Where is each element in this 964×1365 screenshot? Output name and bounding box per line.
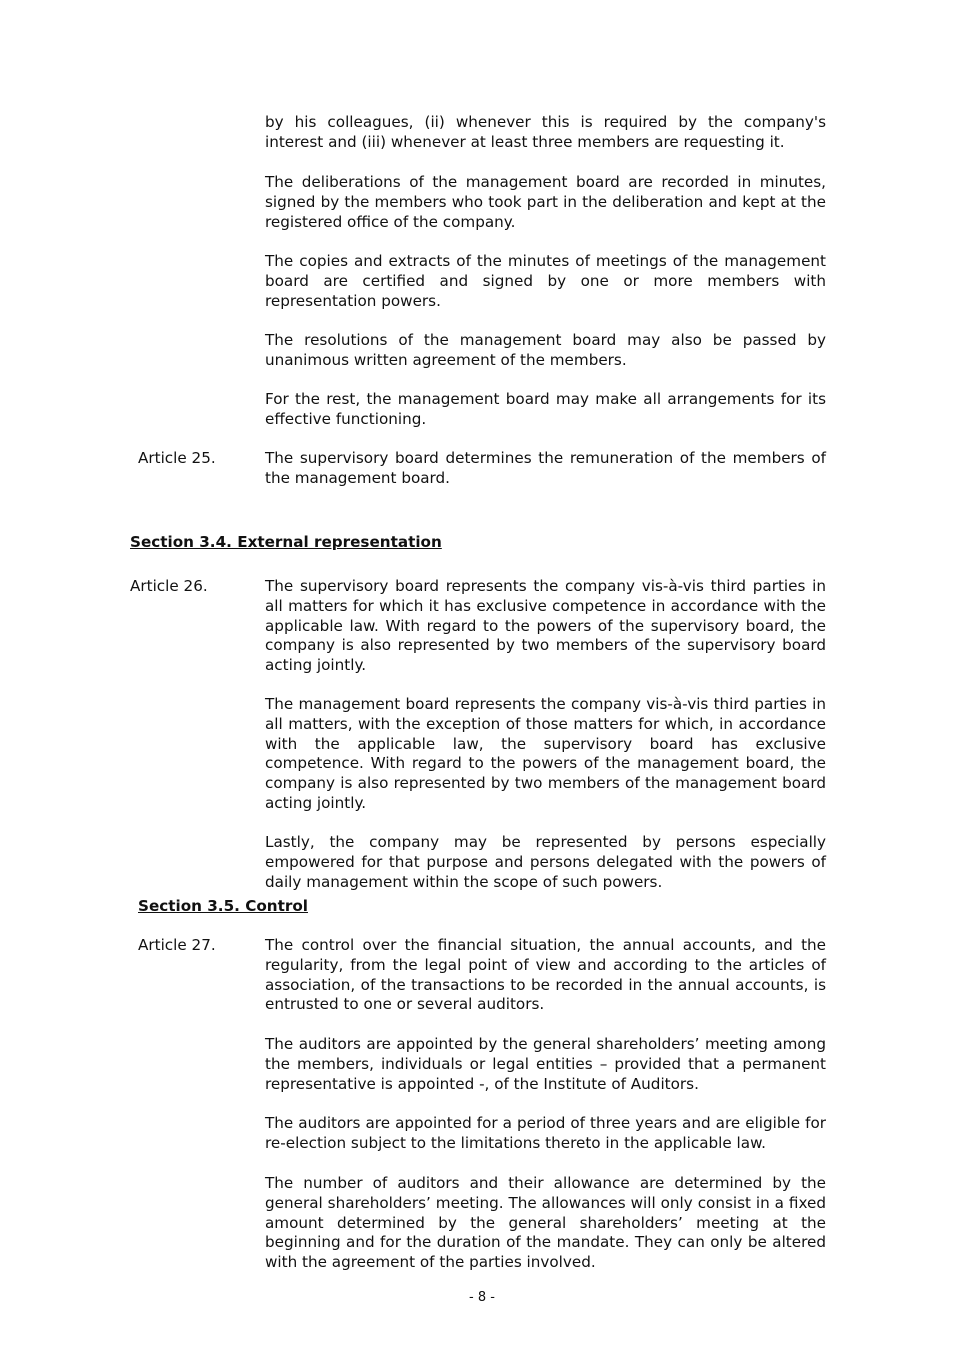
article-26-block-3 [265, 833, 826, 892]
article-27-paragraph-1: The control over the financial situation, the annual accounts, and the regularity, from the legal point of view and according to the articles of association, of the transactions to be recorded in the annual accounts, is entrusted to one or several auditors. [265, 936, 826, 1014]
article-24-block-5 [265, 390, 826, 430]
article-25-block [265, 449, 826, 489]
section-3-5-heading: Section 3.5. Control [138, 897, 308, 915]
article-24-paragraph-4: The resolutions of the management board may also be passed by unanimous written agreement of the members. [265, 331, 826, 369]
article-25-paragraph-1: The supervisory board determines the remuneration of the members of the management board. [265, 449, 826, 487]
article-24-paragraph-1: by his colleagues, (ii) whenever this is required by the company's interest and (iii) whenever at least three members are requesting it. [265, 113, 826, 151]
article-26-label: Article 26. [130, 577, 208, 595]
article-24-block-3 [265, 252, 826, 311]
article-26-block-1 [265, 577, 826, 676]
article-27-paragraph-2: The auditors are appointed by the general shareholders’ meeting among the members, individuals or legal entities – provided that a permanent representative is appointed -, of the Institute of Auditors. [265, 1035, 826, 1093]
article-27-paragraph-4: The number of auditors and their allowance are determined by the general shareholders’ meeting. The allowances will only consist in a fixed amount determined by the general shareholders’ meeting at the beginning and for the duration of the mandate. They can only be altered with the agreement of the parties involved. [265, 1174, 826, 1272]
article-26-block-2 [265, 695, 826, 814]
article-27-paragraph-3: The auditors are appointed for a period of three years and are eligible for re-election subject to the limitations thereto in the applicable law. [265, 1114, 826, 1152]
article-27-block-4 [265, 1174, 826, 1273]
article-24-paragraph-5: For the rest, the management board may make all arrangements for its effective functioning. [265, 390, 826, 428]
section-3-4-heading: Section 3.4. External representation [130, 533, 442, 551]
article-27-block-3 [265, 1114, 826, 1154]
article-27-label: Article 27. [138, 936, 216, 954]
article-26-paragraph-1: The supervisory board represents the company vis-à-vis third parties in all matters for which it has exclusive competence in accordance with the applicable law. With regard to the powers of the supervisory board, the company is also represented by two members of the supervisory board acting jointly. [265, 577, 826, 675]
article-24-paragraph-2: The deliberations of the management board are recorded in minutes, signed by the members who took part in the deliberation and kept at the registered office of the company. [265, 173, 826, 231]
article-24-paragraph-3: The copies and extracts of the minutes of meetings of the management board are certified and signed by one or more members with representation powers. [265, 252, 826, 310]
article-24-block-2 [265, 173, 826, 232]
article-27-block-1 [265, 936, 826, 1015]
article-27-block-2 [265, 1035, 826, 1094]
article-24-continuation [265, 113, 826, 153]
article-24-block-4 [265, 331, 826, 371]
article-25-label: Article 25. [138, 449, 216, 467]
article-26-paragraph-2: The management board represents the company vis-à-vis third parties in all matters, with the exception of those matters for which, in accordance with the applicable law, the supervisory board has exclusive competence. With regard to the powers of the management board, the company is also represented by two members of the management board acting jointly. [265, 695, 826, 812]
page-number: - 8 - [469, 1290, 495, 1305]
article-26-paragraph-3: Lastly, the company may be represented by persons especially empowered for that purpose and persons delegated with the powers of daily management within the scope of such powers. [265, 833, 826, 891]
